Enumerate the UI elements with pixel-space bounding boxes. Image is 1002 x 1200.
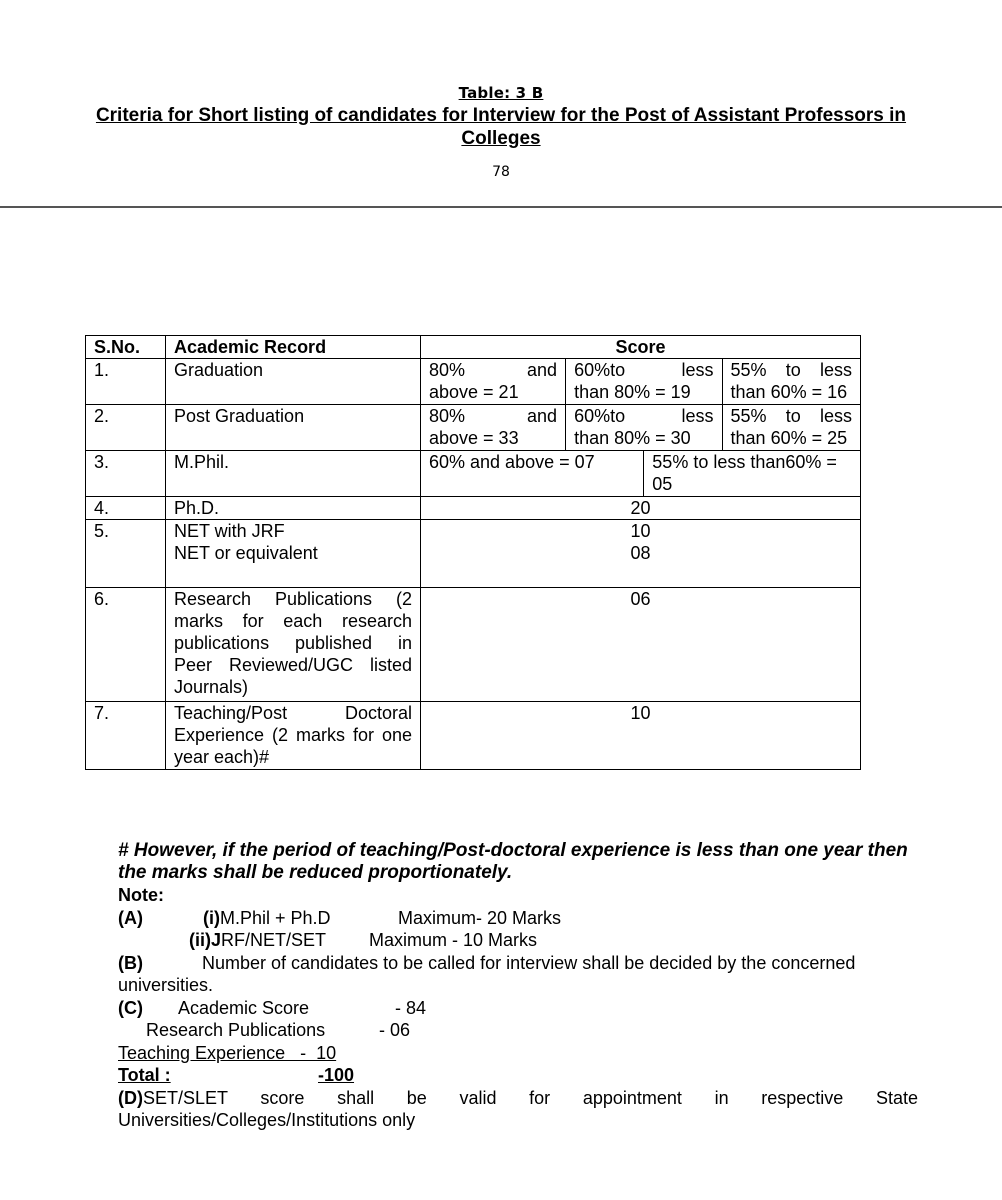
note-c — [118, 997, 918, 1020]
score-cell: 10 — [421, 702, 861, 770]
score-text: 08 — [630, 543, 651, 563]
score-text: than 60% = 16 — [730, 382, 848, 402]
score-text: than 60% = 25 — [730, 428, 848, 448]
note-a-i-max: Maximum- 20 Marks — [398, 907, 562, 928]
note-a-ii-text: RF/NET/SET — [221, 930, 327, 950]
row-record: Post Graduation — [166, 405, 421, 451]
score-text: than 80% = 30 — [574, 428, 691, 448]
table-label: Table: 3 B — [458, 84, 544, 102]
score-text: above = 33 — [429, 428, 519, 448]
note-c-academic-value: - 84 — [395, 997, 427, 1018]
header-score: Score — [421, 336, 861, 359]
table-row — [86, 702, 861, 770]
score-cell — [421, 405, 566, 451]
row-record: Research Publications (2 marks for each research publications published in Peer Reviewed/UGC listed Journals) — [166, 588, 421, 702]
header-divider — [0, 206, 1002, 208]
page-title: Criteria for Short listing of candidates for Interview for the Post of Assistant Professors in Colleges — [95, 105, 907, 149]
table-row — [86, 451, 861, 497]
score-cell: 60% and above = 07 — [421, 451, 644, 497]
note-a-ii — [118, 929, 918, 952]
proportional-note: # However, if the period of teaching/Post-doctoral experience is less than one year then the marks shall be reduced proportionately. — [118, 840, 908, 883]
note-c-research-line — [118, 1019, 918, 1042]
score-text: and — [527, 360, 558, 380]
document-header — [0, 84, 1002, 180]
record-line: NET or equivalent — [174, 543, 318, 563]
score-cell — [722, 405, 860, 451]
row-sno: 6. — [86, 588, 166, 702]
criteria-table — [85, 335, 861, 770]
page-number: 78 — [492, 164, 510, 180]
score-cell — [421, 520, 861, 588]
header-sno: S.No. — [86, 336, 166, 359]
row-record: M.Phil. — [166, 451, 421, 497]
note-a — [118, 907, 918, 930]
score-cell — [722, 359, 860, 405]
row-sno: 2. — [86, 405, 166, 451]
score-text: 60%to — [574, 360, 626, 380]
note-d-label: (D) — [118, 1087, 143, 1108]
score-text: than 80% = 19 — [574, 382, 691, 402]
table-row — [86, 588, 861, 702]
note-a-ii-max: Maximum - 10 Marks — [369, 930, 538, 950]
note-a-ii-first: J — [211, 930, 222, 950]
score-text: 55% — [730, 360, 767, 380]
note-a-ii-label: (ii) — [189, 930, 211, 950]
score-text: less — [681, 360, 714, 380]
note-c-research-value: - 06 — [379, 1020, 411, 1040]
row-sno: 3. — [86, 451, 166, 497]
row-record: Teaching/Post Doctoral Experience (2 marks for one year each)# — [166, 702, 421, 770]
score-text: 10 — [630, 521, 651, 541]
table-row — [86, 520, 861, 588]
score-text: less — [681, 406, 714, 426]
note-a-i-text: M.Phil + Ph.D — [220, 907, 331, 928]
notes-section — [118, 840, 918, 1132]
score-text: to — [785, 360, 801, 380]
row-sno: 5. — [86, 520, 166, 588]
score-text: and — [527, 406, 558, 426]
note-c-total-value: -100 — [318, 1065, 355, 1085]
row-record — [166, 520, 421, 588]
score-cell — [566, 405, 722, 451]
note-c-academic: Academic Score — [178, 997, 310, 1018]
score-text: 55% — [730, 406, 767, 426]
note-c-total: Total : — [118, 1065, 171, 1085]
score-cell — [566, 359, 722, 405]
table-row — [86, 359, 861, 405]
note-d-text: SET/SLET score shall be valid for appointment in respective State Universities/Colleges/Institutions only — [118, 1087, 918, 1130]
note-a-i-label: (i) — [203, 907, 220, 928]
table-row — [86, 497, 861, 520]
score-cell: 20 — [421, 497, 861, 520]
table-header-row — [86, 336, 861, 359]
score-cell — [421, 359, 566, 405]
note-d — [118, 1087, 918, 1132]
row-sno: 4. — [86, 497, 166, 520]
header-academic-record: Academic Record — [166, 336, 421, 359]
score-text: less — [819, 360, 852, 380]
score-text: to — [785, 406, 801, 426]
note-c-teaching: Teaching Experience - 10 — [118, 1042, 337, 1063]
note-c-label: (C) — [118, 997, 143, 1018]
note-b-text: Number of candidates to be called for interview shall be decided by the concerned universities. — [118, 952, 856, 995]
row-sno: 7. — [86, 702, 166, 770]
table-row — [86, 405, 861, 451]
record-line: NET with JRF — [174, 521, 285, 541]
score-text: 80% — [429, 406, 466, 426]
row-record: Graduation — [166, 359, 421, 405]
score-cell: 55% to less than60% = 05 — [644, 451, 861, 497]
score-cell: 06 — [421, 588, 861, 702]
note-b-label: (B) — [118, 952, 143, 973]
row-record: Ph.D. — [166, 497, 421, 520]
score-text: 60%to — [574, 406, 626, 426]
note-a-label: (A) — [118, 907, 143, 928]
score-text: above = 21 — [429, 382, 519, 402]
note-c-research: Research Publications — [146, 1020, 326, 1040]
note-label: Note: — [118, 885, 164, 905]
note-b — [118, 952, 918, 997]
row-sno: 1. — [86, 359, 166, 405]
note-c-total-line — [118, 1064, 918, 1087]
score-text: less — [819, 406, 852, 426]
score-text: 80% — [429, 360, 466, 380]
note-c-teaching-line — [118, 1042, 918, 1065]
